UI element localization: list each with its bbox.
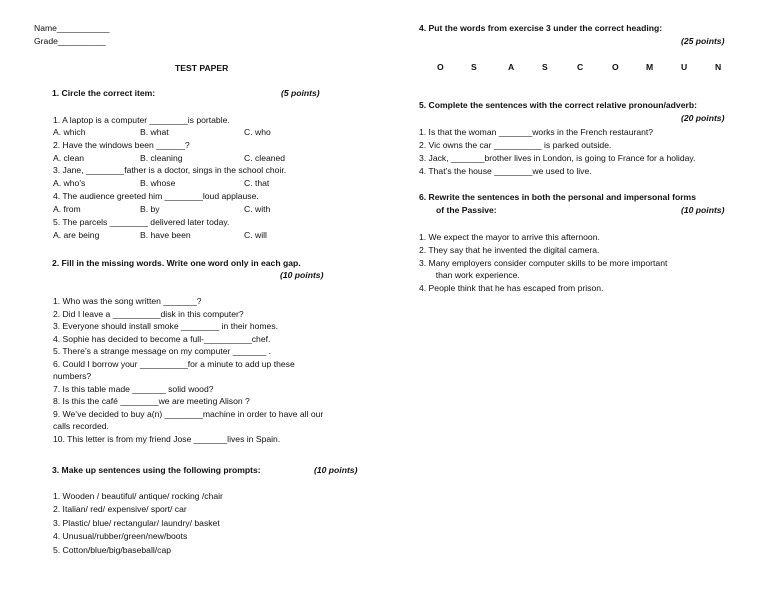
letter-heading: N [715, 62, 722, 72]
list-item: 3. Everyone should install smoke ________ in their homes. [53, 321, 279, 331]
ex5-points: (20 points) [681, 113, 725, 123]
list-item: 10. This letter is from my friend Jose _______lives in Spain. [53, 433, 281, 444]
option-b[interactable]: B. cleaning [140, 153, 183, 163]
list-item: 1. Who was the song written _______? [53, 296, 202, 306]
ex2-heading: 2. Fill in the missing words. Write one word only in each gap. [52, 258, 301, 268]
ex1-heading: 1. Circle the correct item: [52, 88, 156, 98]
list-item: 2. They say that he invented the digital camera. [419, 244, 600, 255]
option-b[interactable]: B. have been [140, 230, 191, 240]
option-c[interactable]: C. who [244, 127, 271, 137]
list-item: 5. There’s a strange message on my computer _______ . [53, 346, 271, 356]
ex2-question-list [53, 295, 323, 445]
list-item: 4. Unusual/rubber/green/new/boots [53, 531, 188, 542]
option-c[interactable]: C. that [244, 178, 270, 188]
ex5-heading: 5. Complete the sentences with the correct relative pronoun/adverb: [419, 100, 697, 110]
ex1-question: 3. Jane, ________father is a doctor, sings in the school choir. [53, 165, 287, 175]
list-item: 4. Sophie has decided to become a full-__________chef. [53, 333, 271, 344]
page-title: TEST PAPER [175, 63, 229, 73]
list-item: 6. Could I borrow your __________for a minute to add up these [53, 358, 295, 369]
option-b[interactable]: B. whose [140, 178, 176, 188]
ex2-points: (10 points) [280, 270, 324, 280]
ex4-heading: 4. Put the words from exercise 3 under the correct heading: [419, 23, 663, 33]
option-c[interactable]: C. cleaned [244, 153, 286, 163]
option-a[interactable]: A. are being [53, 230, 100, 240]
ex3-heading: 3. Make up sentences using the following prompts: [52, 465, 261, 475]
ex1-question: 2. Have the windows been ______? [53, 140, 190, 150]
list-item: calls recorded. [53, 421, 109, 431]
list-item: 4. People think that he has escaped from prison. [419, 283, 604, 294]
ex4-points: (25 points) [681, 36, 725, 46]
letter-heading: S [542, 62, 548, 72]
list-item: 1. We expect the mayor to arrive this afternoon. [419, 232, 600, 242]
list-item: 3. Many employers consider computer skills to be more important [419, 257, 668, 268]
grade-field-label: Grade__________ [34, 36, 106, 46]
list-item: 3. Jack, _______brother lives in London, is going to France for a holiday. [419, 153, 696, 163]
list-item: 9. We’ve decided to buy a(n) ________machine in order to have all our [53, 408, 324, 419]
option-a[interactable]: A. who’s [53, 178, 86, 188]
ex1-points: (5 points) [281, 88, 320, 98]
option-c[interactable]: C. with [244, 204, 271, 214]
option-a[interactable]: A. clean [53, 153, 85, 163]
letter-heading: M [646, 62, 654, 72]
list-item: 8. Is this the café ________we are meeting Alison ? [53, 396, 250, 406]
letter-heading: C [577, 62, 584, 72]
ex6-sentence-list [419, 231, 667, 295]
ex3-prompt-list [53, 490, 223, 557]
list-item: numbers? [53, 371, 92, 381]
ex6-heading-continued: of the Passive: [436, 205, 497, 215]
ex1-question: 1. A laptop is a computer ________is portable. [53, 115, 230, 125]
list-item: 7. Is this table made _______ solid wood? [53, 383, 214, 394]
ex6-points: (10 points) [681, 205, 725, 215]
list-item: 4. That’s the house ________we used to live. [419, 166, 592, 176]
ex6-heading: 6. Rewrite the sentences in both the personal and impersonal forms [419, 192, 696, 202]
list-item: 1. Is that the woman _______works in the French restaurant? [419, 127, 654, 137]
letter-heading: O [612, 62, 619, 72]
ex5-sentence-list [419, 126, 695, 178]
list-item: than work experience. [419, 270, 520, 281]
list-item: 5. Cotton/blue/big/baseball/cap [53, 544, 172, 555]
option-b[interactable]: B. by [140, 204, 160, 214]
list-item: 2. Did I leave a __________disk in this computer? [53, 308, 244, 319]
option-c[interactable]: C. will [244, 230, 267, 240]
list-item: 1. Wooden / beautiful/ antique/ rocking /chair [53, 491, 223, 501]
option-a[interactable]: A. from [53, 204, 81, 214]
option-b[interactable]: B. what [140, 127, 169, 137]
letter-heading: O [437, 62, 444, 72]
option-a[interactable]: A. which [53, 127, 86, 137]
letter-heading: A [508, 62, 515, 72]
ex3-points: (10 points) [314, 465, 358, 475]
list-item: 2. Vic owns the car __________ is parked outside. [419, 140, 612, 150]
ex1-question: 4. The audience greeted him ________loud applause. [53, 191, 259, 201]
list-item: 3. Plastic/ blue/ rectangular/ laundry/ basket [53, 517, 220, 528]
name-field-label: Name___________ [34, 23, 110, 33]
letter-heading: U [681, 62, 688, 72]
ex1-question: 5. The parcels ________ delivered later today. [53, 217, 230, 227]
list-item: 2. Italian/ red/ expensive/ sport/ car [53, 504, 187, 515]
letter-heading: S [471, 62, 477, 72]
